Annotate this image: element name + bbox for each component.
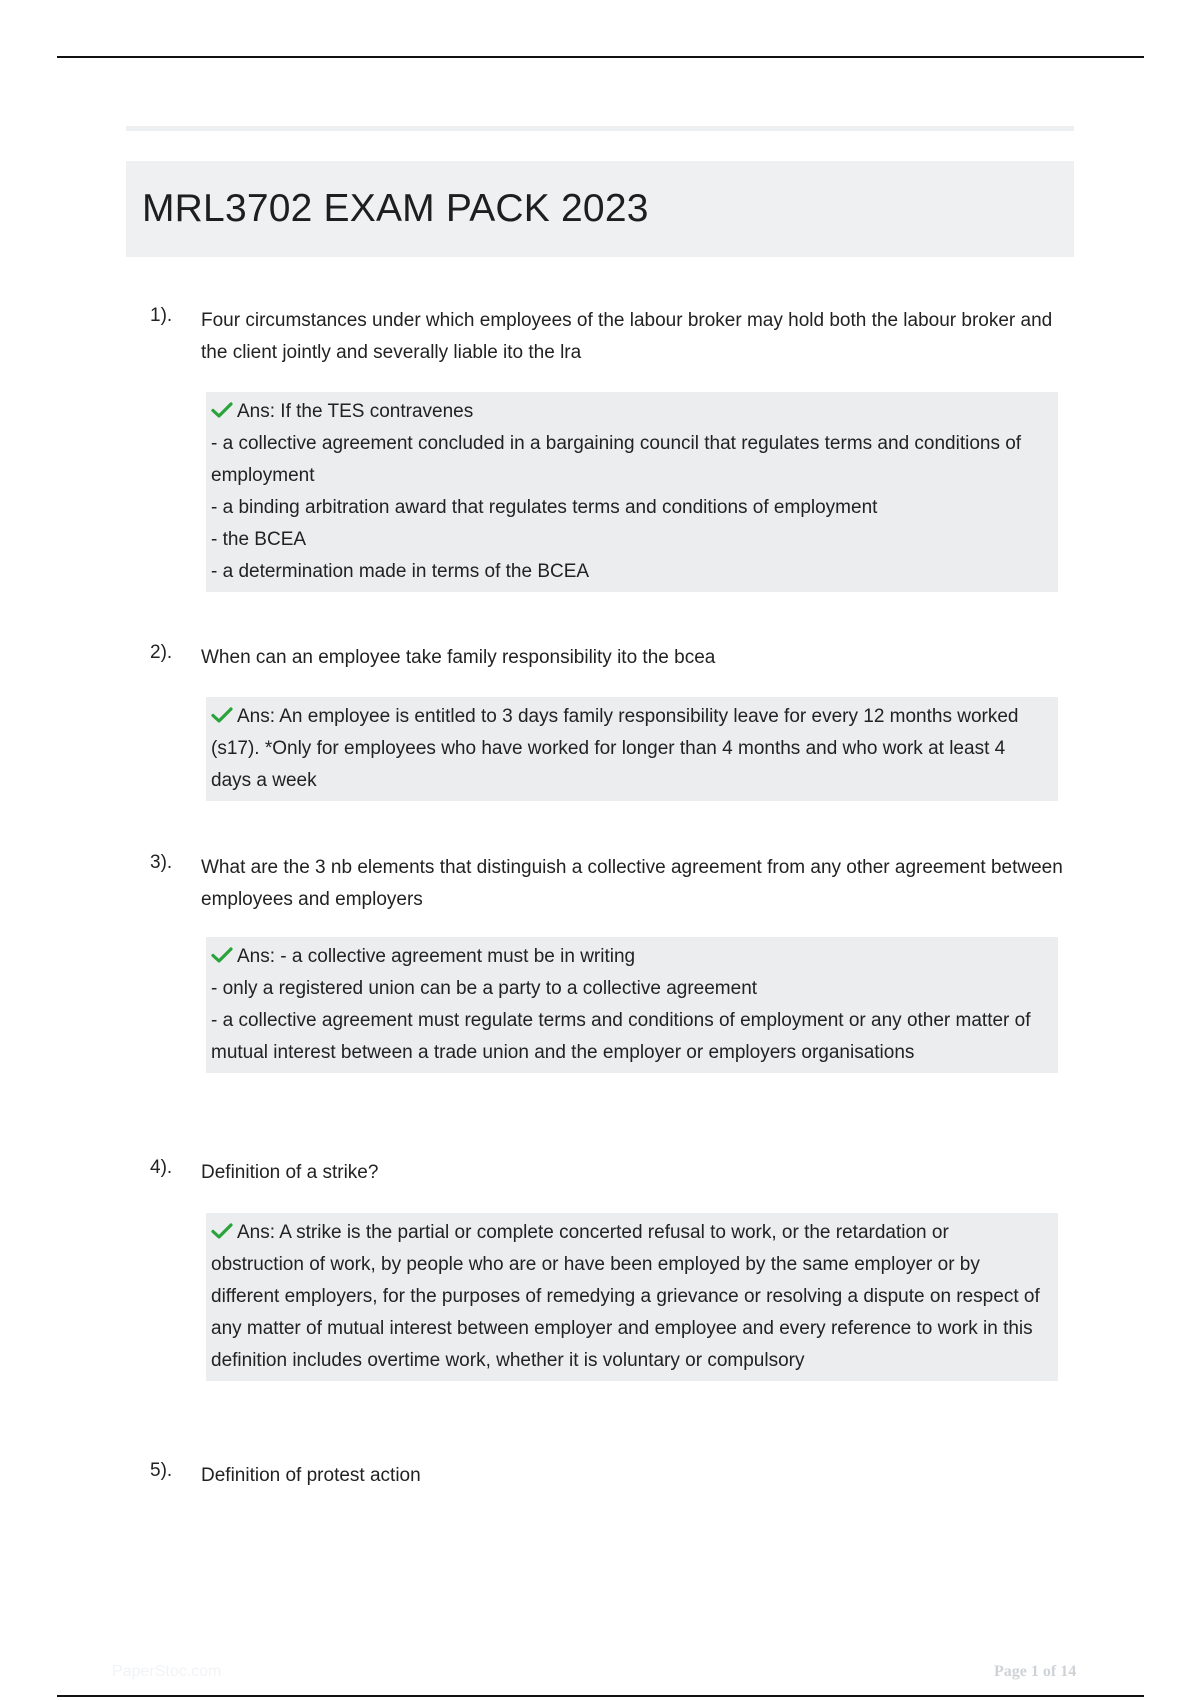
question-text: Definition of protest action — [201, 1465, 421, 1486]
question-text: When can an employee take family responsibility ito the bcea — [201, 647, 716, 668]
answer-line: Ans: A strike is the partial or complete concerted refusal to work, or the retardation or obstruction of work, by people who are or have been employed by the same employer or by different employers, for the purposes of remedying a grievance or resolving a dispute on respect of any matter of mutual interest between employer and employee and every reference to work in this definition includes overtime work, whether it is voluntary or compulsory — [211, 1222, 1040, 1371]
answer-box — [206, 697, 1058, 801]
question-text: What are the 3 nb elements that distinguish a collective agreement from any other agreement between employees and employers — [201, 857, 1063, 910]
footer-watermark: PaperStoc.com — [112, 1663, 222, 1680]
answer-line: - the BCEA — [211, 529, 307, 550]
question-number: 5). — [150, 1460, 173, 1481]
check-icon — [211, 401, 233, 419]
page-number: Page 1 of 14 — [994, 1663, 1077, 1680]
check-icon — [211, 946, 233, 964]
top-rule — [57, 56, 1144, 58]
answer-box — [206, 1213, 1058, 1381]
answer-line: - only a registered union can be a party to a collective agreement — [211, 978, 758, 999]
title-box — [126, 161, 1074, 257]
question-number: 1). — [150, 305, 173, 326]
answer-line: - a collective agreement concluded in a bargaining council that regulates terms and conditions of employment — [211, 433, 1022, 486]
question-text: Definition of a strike? — [201, 1162, 379, 1183]
answer-box — [206, 392, 1058, 592]
answer-line: Ans: An employee is entitled to 3 days family responsibility leave for every 12 months worked (s17). *Only for employees who have worked for longer than 4 months and who work at least 4 days a week — [211, 706, 1019, 791]
header-divider — [126, 126, 1074, 131]
question-number: 4). — [150, 1157, 173, 1178]
answer-box — [206, 937, 1058, 1073]
check-icon — [211, 1222, 233, 1240]
answer-line: Ans: - a collective agreement must be in writing — [211, 941, 1046, 973]
question-number: 2). — [150, 642, 173, 663]
answer-line: - a binding arbitration award that regulates terms and conditions of employment — [211, 497, 878, 518]
answer-line: - a collective agreement must regulate terms and conditions of employment or any other matter of mutual interest between a trade union and the employer or employers organisations — [211, 1010, 1031, 1063]
page-title: MRL3702 EXAM PACK 2023 — [142, 187, 649, 230]
question-number: 3). — [150, 852, 173, 873]
question-text: Four circumstances under which employees of the labour broker may hold both the labour broker and the client jointly and severally liable ito the lra — [201, 310, 1053, 363]
answer-line: Ans: If the TES contravenes — [211, 396, 1046, 428]
bottom-rule — [57, 1695, 1144, 1697]
answer-line: - a determination made in terms of the BCEA — [211, 561, 590, 582]
check-icon — [211, 706, 233, 724]
